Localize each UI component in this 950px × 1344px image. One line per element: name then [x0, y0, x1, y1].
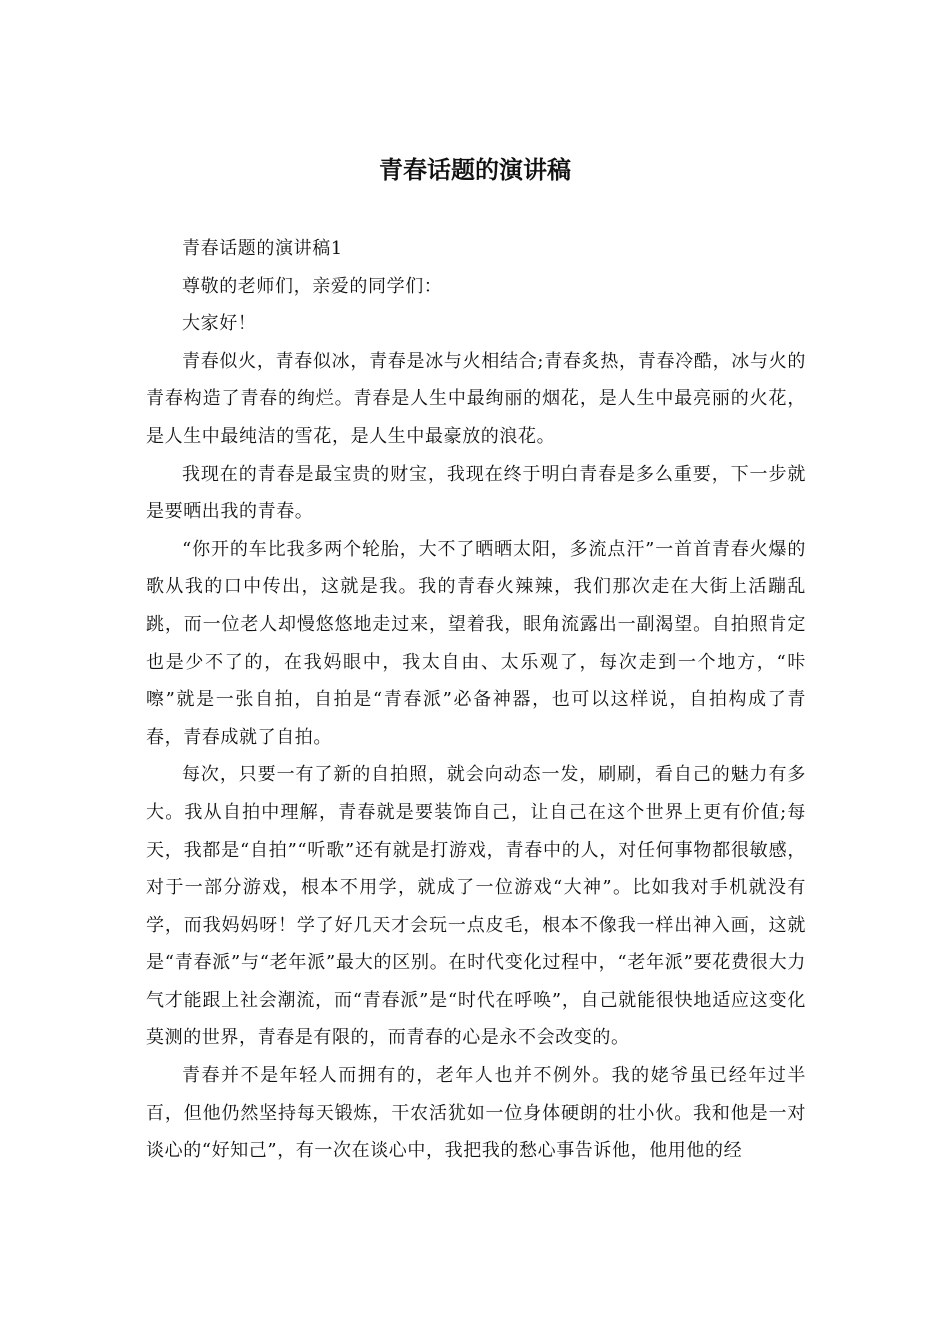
- paragraph: 我现在的青春是最宝贵的财宝，我现在终于明白青春是多么重要，下一步就是要晒出我的青春。: [146, 463, 806, 523]
- paragraph: 青春似火，青春似冰，青春是冰与火相结合;青春炙热，青春冷酷，冰与火的青春构造了青春的绚烂。青春是人生中最绚丽的烟花，是人生中最亮丽的火花，是人生中最纯洁的雪花，是人生中最豪放的浪花。: [146, 350, 806, 447]
- document-body: [146, 230, 806, 1170]
- paragraph: “你开的车比我多两个轮胎，大不了晒晒太阳，多流点汗”一首首青春火爆的歌从我的口中传出，这就是我。我的青春火辣辣，我们那次走在大街上活蹦乱跳，而一位老人却慢悠悠地走过来，望着我，眼角流露出一副渴望。自拍照肯定也是少不了的，在我妈眼中，我太自由、太乐观了，每次走到一个地方，“咔嚓”就是一张自拍，自拍是“青春派”必备神器，也可以这样说，自拍构成了青春，青春成就了自拍。: [146, 538, 806, 748]
- paragraph: 青春并不是年轻人而拥有的，老年人也并不例外。我的姥爷虽已经年过半百，但他仍然坚持每天锻炼，干农活犹如一位身体硬朗的壮小伙。我和他是一对谈心的“好知己”，有一次在谈心中，我把我的愁心事告诉他，他用他的经: [146, 1065, 806, 1162]
- paragraph-salutation: 尊敬的老师们，亲爱的同学们：: [182, 275, 443, 297]
- paragraph: 每次，只要一有了新的自拍照，就会向动态一发，刷刷，看自己的魅力有多大。我从自拍中理解，青春就是要装饰自己，让自己在这个世界上更有价值;每天，我都是“自拍”“听歌”还有就是打游戏，青春中的人，对任何事物都很敏感，对于一部分游戏，根本不用学，就成了一位游戏“大神”。比如我对手机就没有学，而我妈妈呀！学了好几天才会玩一点皮毛，根本不像我一样出神入画，这就是“青春派”与“老年派”最大的区别。在时代变化过程中，“老年派”要花费很大力气才能跟上社会潮流，而“青春派”是“时代在呼唤”，自己就能很快地适应这变化莫测的世界，青春是有限的，而青春的心是永不会改变的。: [146, 764, 806, 1049]
- paragraph-greeting: 大家好！: [182, 313, 257, 335]
- document-title: 青春话题的演讲稿: [379, 156, 571, 184]
- paragraph-subtitle: 青春话题的演讲稿1: [182, 238, 343, 259]
